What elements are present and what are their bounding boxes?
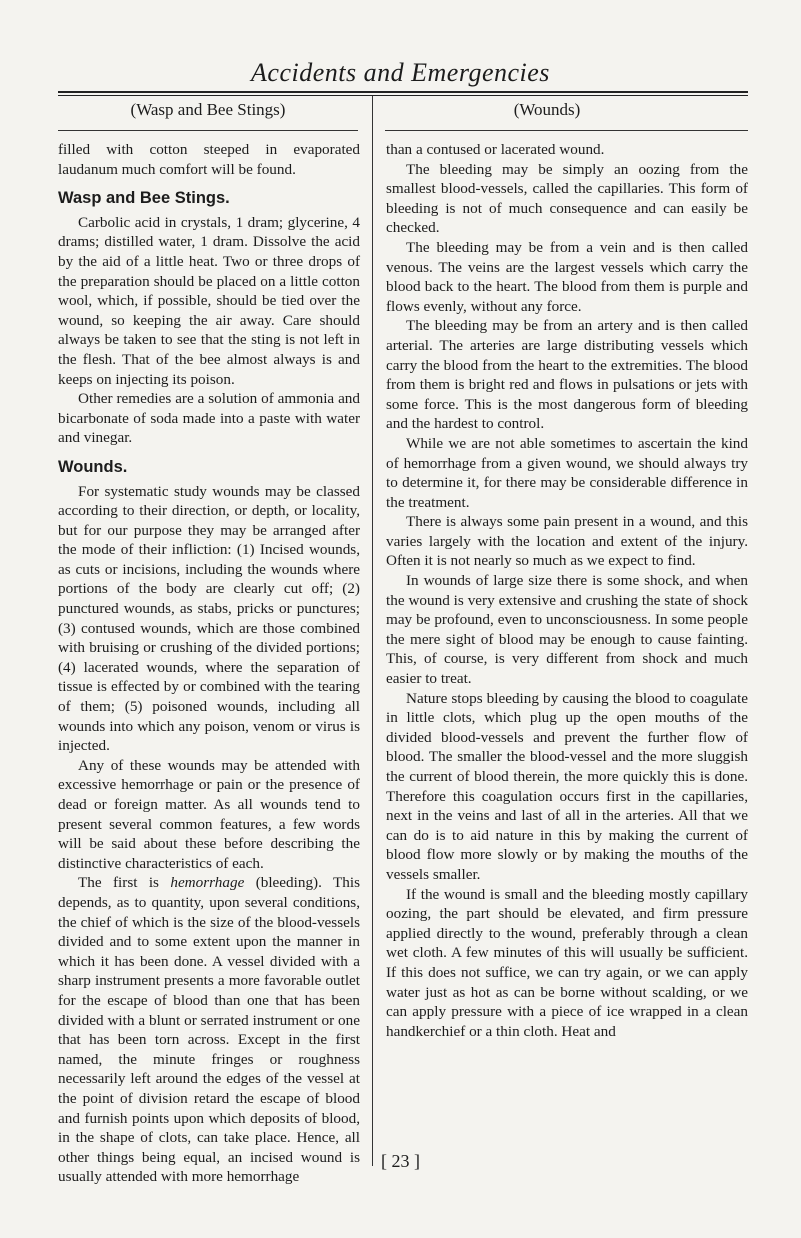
paragraph: Nature stops bleeding by causing the blood to coagulate in little clots, which plug up the open mouths of the divided blood-vessels and prevent the further flow of blood. The smaller the blood-vessel and the more sluggish the current of blood therein, the more quickly this is done. Therefore this coagulation occurs first in the capillaries, next in the veins and last of all in the arteries. All that we can do is to aid nature in this by making the current of blood flow more slowly or by making the mouths of the vessels smaller. [386, 689, 748, 883]
paragraph: The bleeding may be from an artery and is then called arterial. The arteries are large distributing vessels which carry the blood from the heart to the extremities. The blood from them is bright red and flows in pulsations or jets with some force. This is the most dangerous form of bleeding and the hardest to control. [386, 317, 748, 433]
paragraph: In wounds of large size there is some shock, and when the wound is very extensive and crushing the state of shock may be profound, even to unconsciousness. In some people the mere sight of blood may be enough to cause fainting. This, of course, is very different from shock and much easier to treat. [386, 572, 748, 688]
paragraph: The bleeding may be simply an oozing from the smallest blood-vessels, called the capillaries. This form of bleeding is not of much consequence and can easily be checked. [386, 160, 748, 237]
section-heading: Wasp and Bee Stings. [58, 189, 230, 208]
paragraph: There is always some pain present in a wound, and this varies largely with the location and extent of the injury. Often it is not nearly so much as we expect to find. [386, 513, 748, 570]
page-number: [ 23 ] [381, 1151, 420, 1171]
paragraph: Other remedies are a solution of ammonia and bicarbonate of soda made into a paste with water and vinegar. [58, 390, 360, 447]
paragraph: If the wound is small and the bleeding mostly capillary oozing, the part should be elevated, and firm pressure applied directly to the wound, preferably through a clean wet cloth. A few minutes of this will usually be sufficient. If this does not suffice, we can try again, or we can apply water just as hot as can be borne without scalding, or we can apply pressure with a piece of ice wrapped in a clean handkerchief or a thin cloth. Heat and [386, 885, 748, 1040]
header-rule [58, 91, 748, 96]
left-column-header: (Wasp and Bee Stings) [130, 100, 286, 119]
paragraph: Any of these wounds may be attended with excessive hemorrhage or pain or the presence of dead or foreign matter. As all wounds tend to present several common features, a few words will be said about these before describing the distinctive characteristics of each. [58, 756, 360, 872]
paragraph: Carbolic acid in crystals, 1 dram; glycerine, 4 drams; distilled water, 1 dram. Dissolve the acid by the aid of a little heat. Two or three drops of the preparation should be placed on a little cotton wool, which, if possible, should be tied over the wound, so keeping the air away. Care should always be taken to see that the sting is not left in the flesh. That of the bee almost always is and keeps on injecting its poison. [58, 213, 360, 388]
italic-term: hemorrhage [170, 874, 245, 892]
column-divider [372, 96, 373, 1166]
left-header-rule [58, 130, 358, 131]
left-column-text [58, 140, 360, 1187]
section-heading: Wounds. [58, 457, 128, 476]
right-header-rule [385, 130, 748, 131]
paragraph: While we are not able sometimes to ascertain the kind of hemorrhage from a given wound, we should always try to determine it, for there may be considerable difference in the treatment. [386, 434, 748, 511]
paragraph: filled with cotton steeped in evaporated laudanum much comfort will be found. [58, 141, 360, 178]
paragraph: For systematic study wounds may be classed according to their direction, or depth, or locality, but for our purpose they may be arranged after the mode of their infliction: (1) Incised wounds, as cuts or incisions, including the wounds where portions of the body are clearly cut off; (2) punctured wounds, as stabs, pricks or punctures; (3) contused wounds, which are those combined with bruising or crushing of the divided portions; (4) lacerated wounds, where the separation of tissue is effected by or combined with the tearing of them; (5) poisoned wounds, including all wounds into which any poison, venom or virus is injected. [58, 482, 360, 755]
paragraph: The bleeding may be from a vein and is then called venous. The veins are the largest vessels which carry the blood back to the heart. The blood from them is purple and flows evenly, without any force. [386, 238, 748, 315]
running-title: Accidents and Emergencies [251, 58, 550, 87]
right-column-text [386, 140, 748, 1041]
right-column-header: (Wounds) [513, 100, 581, 119]
paragraph: The first is hemorrhage (bleeding). This depends, as to quantity, upon several conditions, the chief of which is the size of the blood-vessels divided and to some extent upon the manner in which it has been done. A vessel divided with a sharp instrument presents a more favorable outlet for the escape of blood than one that has been divided with a blunt or serrated instrument or one that has been torn across. Except in the first named, the minute fringes or roughness necessarily left around the edges of the vessel at the point of division retard the escape of blood and furnish points upon which deposits of blood, in the shape of clots, can take place. Hence, all other things being equal, an incised wound is usually attended with more hemorrhage [58, 874, 360, 1186]
paragraph: than a contused or lacerated wound. [386, 141, 605, 158]
